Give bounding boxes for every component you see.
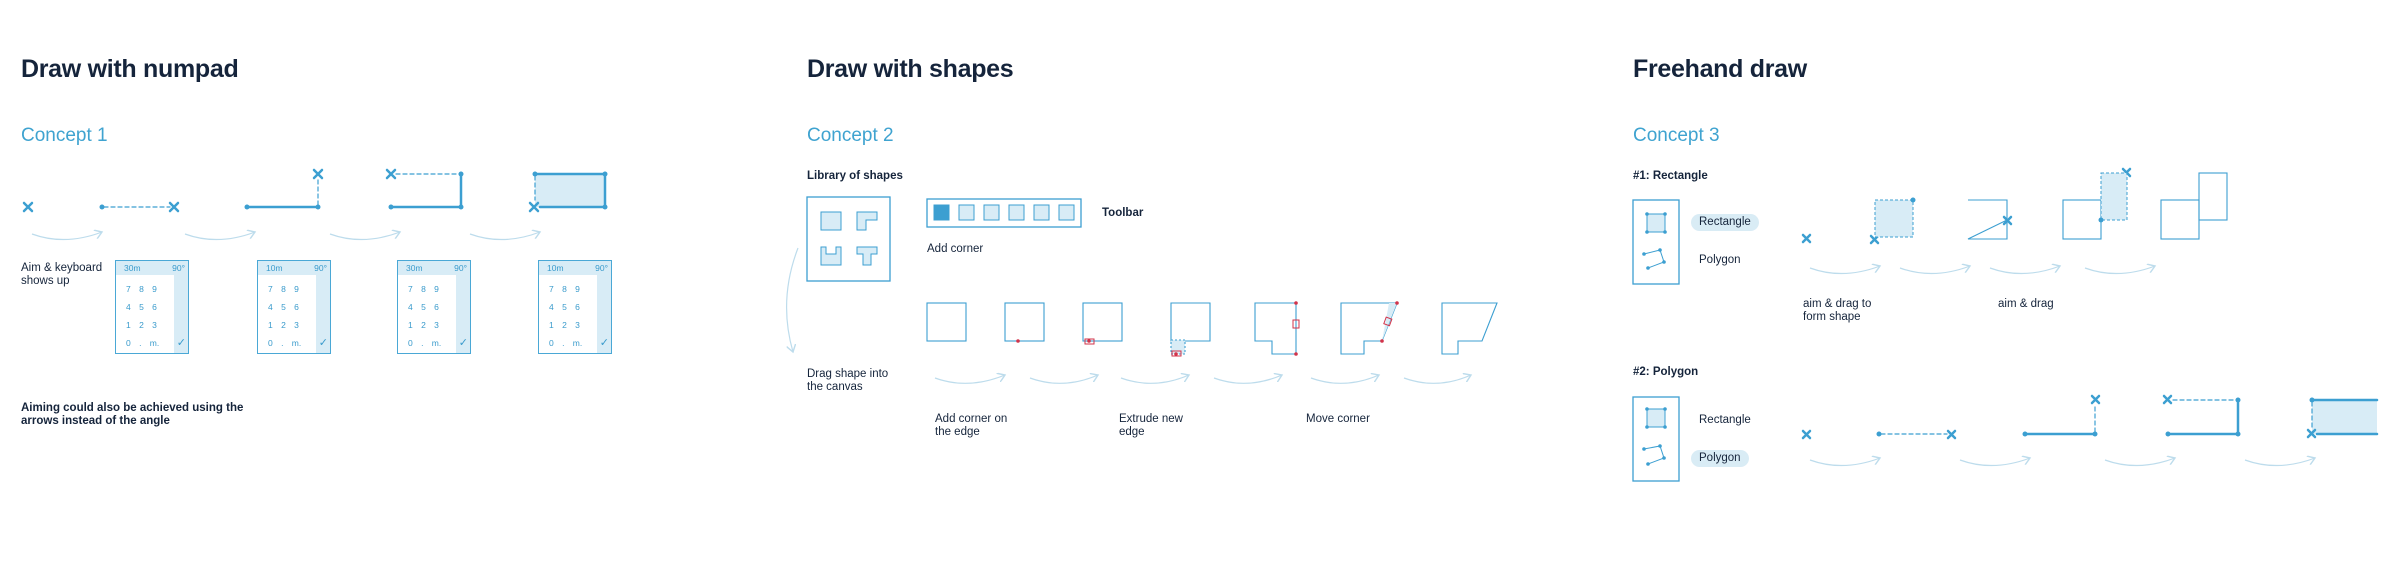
adjacent-rectangle	[2199, 173, 2227, 220]
numpad-row[interactable]: 0 . m.	[268, 338, 302, 348]
cross-marker	[2092, 396, 2099, 403]
numpad-distance: 30m	[406, 263, 423, 273]
aiming-note: Aiming could also be achieved using the arrows instead of the angle	[21, 402, 244, 427]
square-shape-icon[interactable]	[821, 212, 841, 230]
check-icon[interactable]: ✓	[599, 337, 609, 349]
numpad-row[interactable]: 7 8 9	[126, 284, 157, 294]
numpad-distance: 30m	[124, 263, 141, 273]
aim-drag-label: aim & drag	[1998, 298, 2054, 310]
numpad-row[interactable]: 4 5 6	[408, 302, 439, 312]
corner-marker	[1016, 339, 1020, 343]
aim-keyboard-label: Aim & keyboard shows up	[21, 262, 103, 287]
canvas-square-add-corner	[1005, 303, 1044, 341]
toolbar-tool-selected[interactable]	[934, 205, 949, 220]
check-icon[interactable]: ✓	[318, 337, 328, 349]
library-label: Library of shapes	[807, 170, 903, 182]
numpad-row[interactable]: 7 8 9	[549, 284, 580, 294]
numpad-angle: 90°	[314, 263, 327, 273]
canvas-l-shape	[1255, 303, 1296, 354]
numpad-row[interactable]: 4 5 6	[268, 302, 299, 312]
step-extrude-edge: Extrude new edge	[1119, 413, 1183, 438]
toolbar-tool[interactable]	[1059, 205, 1074, 220]
canvas-final-shape	[1442, 303, 1497, 354]
u-shape-icon[interactable]	[821, 247, 841, 265]
numpad-row[interactable]: 1 2 3	[268, 320, 299, 330]
filled-rectangle	[535, 174, 605, 207]
l-shape-icon[interactable]	[857, 212, 877, 230]
polygon-option[interactable]: Polygon	[1699, 254, 1741, 266]
canvas-square-corner-added	[1083, 303, 1122, 341]
freehand-title: Freehand draw	[1633, 55, 1807, 83]
numpad-row[interactable]: 1 2 3	[549, 320, 580, 330]
cross-marker	[24, 203, 32, 211]
numpad-row[interactable]: 0 . m.	[126, 338, 160, 348]
rectangle-option-selected[interactable]: Rectangle	[1691, 214, 1759, 231]
cross-marker	[387, 170, 395, 178]
concept-3-label: Concept 3	[1633, 125, 1720, 146]
cross-marker	[2164, 396, 2171, 403]
concept-1-label: Concept 1	[21, 125, 108, 146]
toolbar-tool[interactable]	[984, 205, 999, 220]
cross-marker	[1803, 431, 1810, 438]
add-corner-label: Add corner	[927, 243, 984, 255]
polygon-tool-icon[interactable]	[1644, 446, 1664, 464]
aim-drag-form-label: aim & drag to form shape	[1803, 298, 1872, 323]
toolbar-tool[interactable]	[1009, 205, 1024, 220]
numpad-row[interactable]: 0 . m.	[408, 338, 442, 348]
toolbar-tool[interactable]	[1034, 205, 1049, 220]
check-icon[interactable]: ✓	[458, 337, 468, 349]
rectangle-option[interactable]: Rectangle	[1699, 414, 1751, 426]
polygon-option-panel[interactable]	[1633, 397, 1679, 481]
step-add-corner-edge: Add corner on the edge	[935, 413, 1008, 438]
numpad-row[interactable]: 0 . m.	[549, 338, 583, 348]
extruded-region	[1171, 340, 1185, 354]
cross-marker	[170, 203, 178, 211]
numpad-row[interactable]: 1 2 3	[408, 320, 439, 330]
cross-marker	[314, 170, 322, 178]
rectangle-option-panel[interactable]	[1633, 200, 1679, 284]
numpad-angle: 90°	[454, 263, 467, 273]
check-icon[interactable]: ✓	[176, 337, 186, 349]
numpad-row[interactable]: 7 8 9	[268, 284, 299, 294]
rectangle-being-drawn	[1875, 200, 1913, 237]
filled-polygon	[2312, 400, 2377, 434]
step-move-corner: Move corner	[1306, 413, 1370, 425]
numpad-row[interactable]: 7 8 9	[408, 284, 439, 294]
t-shape-icon[interactable]	[857, 247, 877, 265]
toolbar-tool[interactable]	[959, 205, 974, 220]
section-rectangle-label: #1: Rectangle	[1633, 170, 1708, 182]
adjacent-rectangle-drawing	[2101, 173, 2127, 220]
shape-library-panel[interactable]	[807, 197, 890, 281]
cross-marker	[1948, 431, 1955, 438]
numpad-angle: 90°	[172, 263, 185, 273]
rectangle-tool-icon[interactable]	[1647, 409, 1665, 427]
polygon-option-selected[interactable]: Polygon	[1691, 450, 1749, 467]
numpad-row[interactable]: 4 5 6	[549, 302, 580, 312]
toolbar[interactable]	[927, 199, 1081, 227]
toolbar-label: Toolbar	[1102, 207, 1144, 219]
rectangle-drawn	[1968, 200, 2007, 239]
cross-marker	[1803, 235, 1810, 242]
numpad-angle: 90°	[595, 263, 608, 273]
numpad-row[interactable]: 1 2 3	[126, 320, 157, 330]
numpad-title: Draw with numpad	[21, 55, 239, 83]
canvas-square	[927, 303, 966, 341]
section-polygon-label: #2: Polygon	[1633, 366, 1699, 378]
shapes-title: Draw with shapes	[807, 55, 1014, 83]
polygon-tool-icon[interactable]	[1644, 250, 1664, 268]
concept-2-label: Concept 2	[807, 125, 894, 146]
numpad-row[interactable]: 4 5 6	[126, 302, 157, 312]
numpad-distance: 10m	[266, 263, 283, 273]
drag-shape-label: Drag shape into the canvas	[807, 368, 889, 393]
rectangle-tool-icon[interactable]	[1647, 214, 1665, 232]
numpad-distance: 10m	[547, 263, 564, 273]
